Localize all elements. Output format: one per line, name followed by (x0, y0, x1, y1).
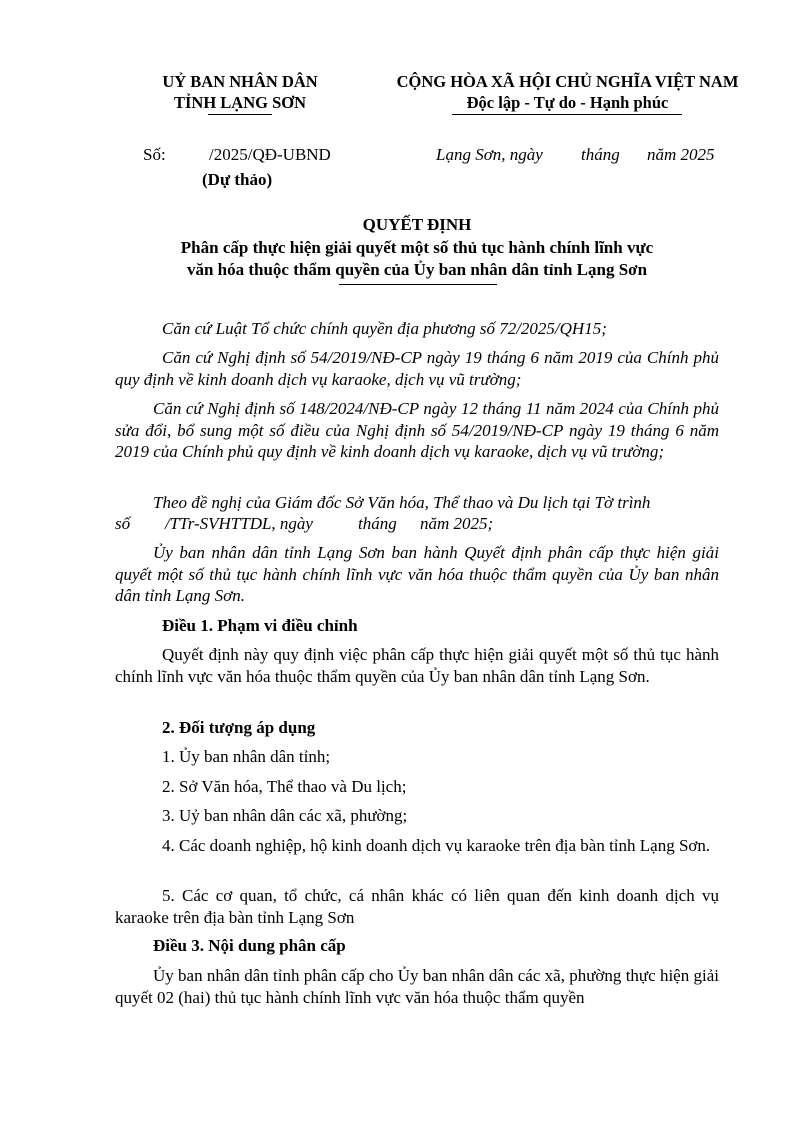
national-motto (386, 71, 749, 113)
article2-heading: 2. Đối tượng áp dụng (162, 718, 316, 737)
preamble-law: Căn cứ Luật Tổ chức chính quyền địa phương số 72/2025/QH15; (162, 319, 607, 338)
date-year: năm 2025 (647, 145, 715, 164)
proposal-month: tháng (358, 514, 397, 533)
agency-line2: TỈNH LẠNG SƠN (173, 93, 307, 112)
list-item: 5. Các cơ quan, tổ chức, cá nhân khác có liên quan đến kinh doanh dịch vụ karaoke trên địa bàn tỉnh Lạng Sơn (115, 886, 719, 927)
doc-title: QUYẾT ĐỊNH (362, 215, 472, 234)
date-month: tháng (581, 145, 620, 164)
doc-subtitle-line1: Phân cấp thực hiện giải quyết một số thủ tục hành chính lĩnh vực (180, 238, 654, 257)
preamble-decree-54: Căn cứ Nghị định số 54/2019/NĐ-CP ngày 19 tháng 6 năm 2019 của Chính phủ quy định về kinh doanh dịch vụ karaoke, dịch vụ vũ trường; (115, 348, 719, 389)
agency-line1: UỶ BAN NHÂN DÂN (162, 72, 318, 91)
proposal-year: năm 2025; (420, 514, 494, 533)
motto-line2: Độc lập - Tự do - Hạnh phúc (466, 93, 669, 112)
agency-name (130, 71, 350, 113)
motto-line1: CỘNG HÒA XÃ HỘI CHỦ NGHĨA VIỆT NAM (396, 72, 739, 91)
title-underline (339, 284, 497, 285)
draft-label: (Dự thảo) (202, 170, 273, 189)
date-place: Lạng Sơn, ngày (436, 145, 543, 164)
article1-heading: Điều 1. Phạm vi điều chỉnh (162, 616, 358, 635)
doc-number: /2025/QĐ-UBND (209, 145, 331, 164)
preamble-decree-148: Căn cứ Nghị định số 148/2024/NĐ-CP ngày 12 tháng 11 năm 2024 của Chính phủ sửa đổi, bổ sung một số điều của Nghị định số 54/2019/NĐ-CP ngày 19 tháng 6 năm 2019 của Chính phủ quy định về kinh doanh dịch vụ karaoke, dịch vụ vũ trường; (115, 399, 719, 461)
motto-underline (452, 114, 682, 115)
preamble-issuance: Ủy ban nhân dân tỉnh Lạng Sơn ban hành Quyết định phân cấp thực hiện giải quyết một số thủ tục hành chính lĩnh vực văn hóa thuộc thẩm quyền của Ủy ban nhân dân tỉnh Lạng Sơn. (115, 543, 719, 605)
article3-heading: Điều 3. Nội dung phân cấp (153, 936, 346, 955)
preamble-proposal-line1: Theo đề nghị của Giám đốc Sở Văn hóa, Thể thao và Du lịch tại Tờ trình (153, 493, 651, 512)
list-item: 2. Sở Văn hóa, Thể thao và Du lịch; (162, 777, 407, 796)
article1-body: Quyết định này quy định việc phân cấp thực hiện giải quyết một số thủ tục hành chính lĩnh vực văn hóa thuộc thẩm quyền của Ủy ban nhân dân tỉnh Lạng Sơn. (115, 645, 719, 686)
agency-underline (208, 114, 272, 115)
article3-body: Ủy ban nhân dân tỉnh phân cấp cho Ủy ban nhân dân các xã, phường thực hiện giải quyết 02 (hai) thủ tục hành chính lĩnh vực văn hóa thuộc thẩm quyền (115, 966, 719, 1007)
proposal-number: /TTr-SVHTTDL, ngày (165, 514, 313, 533)
doc-subtitle-line2: văn hóa thuộc thẩm quyền của Ủy ban nhân dân tỉnh Lạng Sơn (186, 260, 648, 279)
doc-number-label: Số: (143, 145, 166, 164)
proposal-so: số (115, 514, 131, 533)
list-item: 4. Các doanh nghiệp, hộ kinh doanh dịch vụ karaoke trên địa bàn tỉnh Lạng Sơn. (162, 836, 711, 855)
list-item: 3. Uỷ ban nhân dân các xã, phường; (162, 806, 408, 825)
list-item: 1. Ủy ban nhân dân tỉnh; (162, 747, 331, 766)
